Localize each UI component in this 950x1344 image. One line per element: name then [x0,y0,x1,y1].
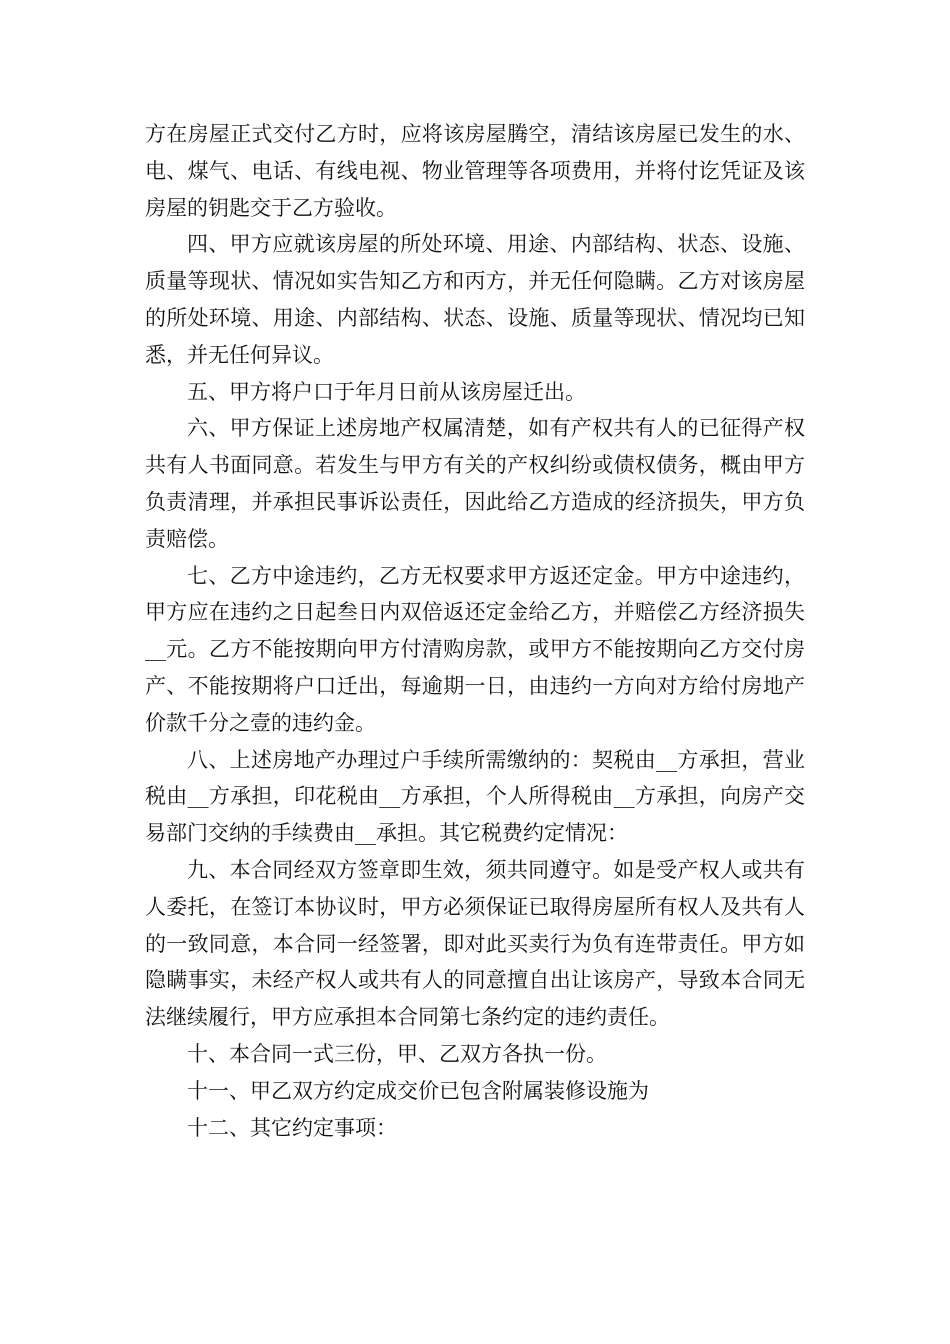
paragraph-clause-5: 五、甲方将户口于年月日前从该房屋迁出。 [187,379,586,404]
paragraph-clause-8: 八、上述房地产办理过户手续所需缴纳的：契税由__方承担，营业税由__方承担，印花税由__方承担，个人所得税由__方承担，向房产交易部门交纳的手续费由__承担。其它税费约定情况： [145,747,805,846]
paragraph-clause-3-continuation: 方在房屋正式交付乙方时，应将该房屋腾空，清结该房屋已发生的水、电、煤气、电话、有线电视、物业管理等各项费用，并将付讫凭证及该房屋的钥匙交于乙方验收。 [145,122,805,220]
paragraph-clause-10: 十、本合同一式三份，甲、乙双方各执一份。 [187,1041,607,1066]
paragraph-clause-11: 十一、甲乙双方约定成交价已包含附属装修设施为 [187,1078,649,1103]
paragraph-clause-7: 七、乙方中途违约，乙方无权要求甲方返还定金。甲方中途违约，甲方应在违约之日起叁日内双倍返还定金给乙方，并赔偿乙方经济损失__元。乙方不能按期向甲方付清购房款，或甲方不能按期向乙方交付房产、不能按期将户口迁出，每逾期一日，由违约一方向对方给付房地产价款千分之壹的违约金。 [145,563,805,735]
paragraph-clause-6: 六、甲方保证上述房地产权属清楚，如有产权共有人的已征得产权共有人书面同意。若发生与甲方有关的产权纠纷或债权债务，概由甲方负责清理，并承担民事诉讼责任，因此给乙方造成的经济损失，甲方负责赔偿。 [145,416,805,551]
paragraph-clause-12: 十二、其它约定事项： [187,1115,397,1140]
paragraph-clause-4: 四、甲方应就该房屋的所处环境、用途、内部结构、状态、设施、质量等现状、情况如实告知乙方和丙方，并无任何隐瞒。乙方对该房屋的所处环境、用途、内部结构、状态、设施、质量等现状、情况均已知悉，并无任何异议。 [145,232,805,367]
paragraph-clause-9: 九、本合同经双方签章即生效，须共同遵守。如是受产权人或共有人委托，在签订本协议时，甲方必须保证已取得房屋所有权人及共有人的一致同意，本合同一经签署，即对此买卖行为负有连带责任。甲方如隐瞒事实，未经产权人或共有人的同意擅自出让该房产，导致本合同无法继续履行，甲方应承担本合同第七条约定的违约责任。 [145,857,805,1030]
contract-page [145,116,805,1146]
